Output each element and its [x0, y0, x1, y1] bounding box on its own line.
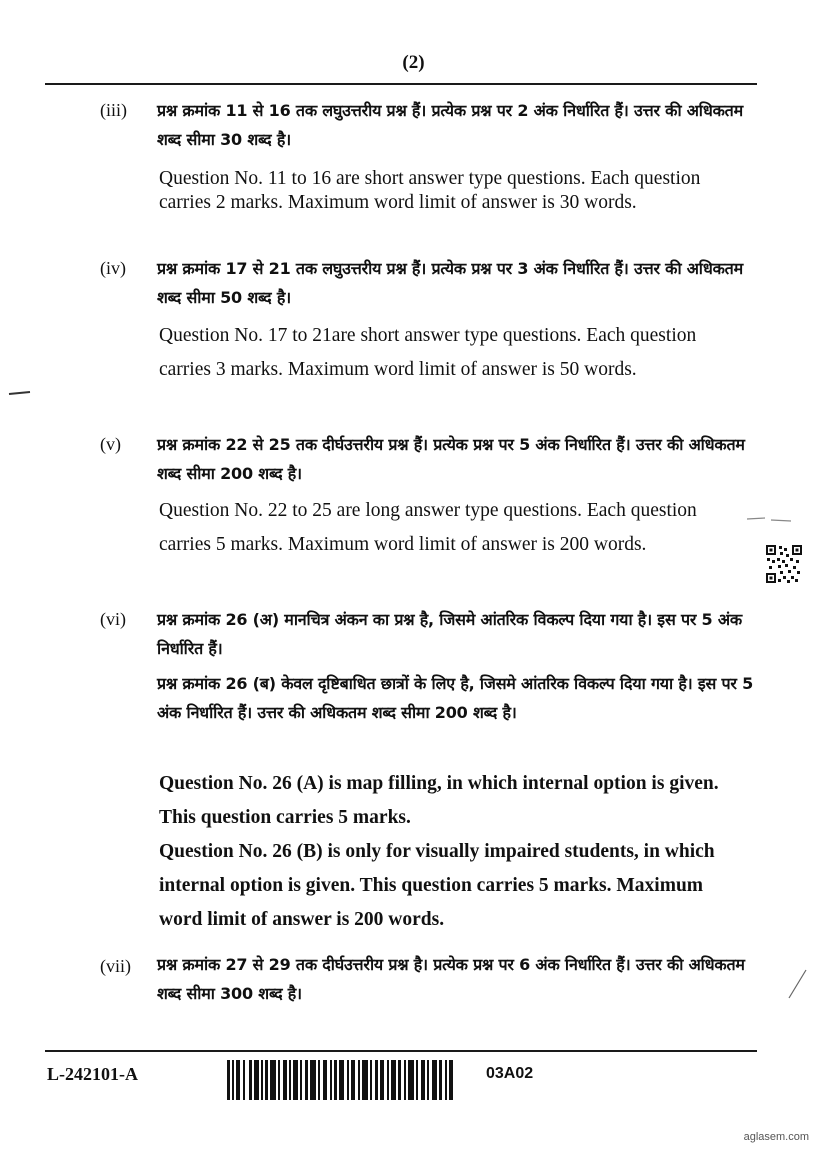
item-number: (v) — [100, 434, 121, 454]
item-number: (vi) — [100, 609, 126, 629]
english-text: Question No. 11 to 16 are short answer type questions. Each question carries 2 marks. Maximum word limit of answer is 30 words. — [159, 168, 701, 213]
barcode-icon — [227, 1060, 453, 1100]
hindi-text: प्रश्न क्रमांक 11 से 16 तक लघुउत्तरीय प्रश्न हैं। प्रत्येक प्रश्न पर 2 अंक निर्धारित हैं। उत्तर की अधिकतम शब्द सीमा 30 शब्द है। — [157, 101, 743, 149]
page-number: (2) — [402, 52, 425, 73]
item-number: (iii) — [100, 100, 127, 120]
hindi-text-a: प्रश्न क्रमांक 26 (अ) मानचित्र अंकन का प्रश्न है, जिसमे आंतरिक विकल्प दिया गया है। इस पर 5 अंक निर्धारित हैं। — [157, 610, 742, 658]
qr-code-icon — [766, 545, 802, 583]
bottom-rule — [45, 1050, 757, 1052]
hindi-text-b: प्रश्न क्रमांक 26 (ब) केवल दृष्टिबाधित छात्रों के लिए है, जिसमे आंतरिक विकल्प दिया गया है। इस पर 5 अंक निर्धारित हैं। उत्तर की अधिकतम शब्द सीमा 200 शब्द है। — [157, 674, 754, 722]
english-text-b: Question No. 26 (B) is only for visually impaired students, in which internal option is given. This question carries 5 marks. Maximum word limit of answer is 200 words. — [159, 841, 715, 930]
hindi-text: प्रश्न क्रमांक 22 से 25 तक दीर्घउत्तरीय प्रश्न हैं। प्रत्येक प्रश्न पर 5 अंक निर्धारित हैं। उत्तर की अधिकतम शब्द सीमा 200 शब्द है। — [157, 435, 745, 483]
scan-mark-right — [745, 512, 795, 526]
watermark: aglasem.com — [743, 1131, 809, 1143]
scan-mark-left — [8, 388, 32, 398]
item-number: (vii) — [100, 956, 131, 976]
hindi-text: प्रश्न क्रमांक 17 से 21 तक लघुउत्तरीय प्रश्न हैं। प्रत्येक प्रश्न पर 3 अंक निर्धारित हैं। उत्तर की अधिकतम शब्द सीमा 50 शब्द है। — [157, 259, 743, 307]
item-number: (iv) — [100, 258, 126, 278]
english-text: Question No. 22 to 25 are long answer type questions. Each question carries 5 marks. Maximum word limit of answer is 200 words. — [159, 500, 697, 555]
english-text: Question No. 17 to 21are short answer type questions. Each question carries 3 marks. Maximum word limit of answer is 50 words. — [159, 325, 697, 380]
english-text-a: Question No. 26 (A) is map filling, in which internal option is given. This question carries 5 marks. — [159, 773, 719, 828]
hindi-text: प्रश्न क्रमांक 27 से 29 तक दीर्घउत्तरीय प्रश्न है। प्रत्येक प्रश्न पर 6 अंक निर्धारित हैं। उत्तर की अधिकतम शब्द सीमा 300 शब्द है। — [157, 955, 745, 1003]
paper-code: L-242101-A — [47, 1064, 138, 1084]
series-code: 03A02 — [486, 1065, 534, 1082]
scan-mark-corner — [786, 968, 808, 1002]
top-rule — [45, 83, 757, 85]
